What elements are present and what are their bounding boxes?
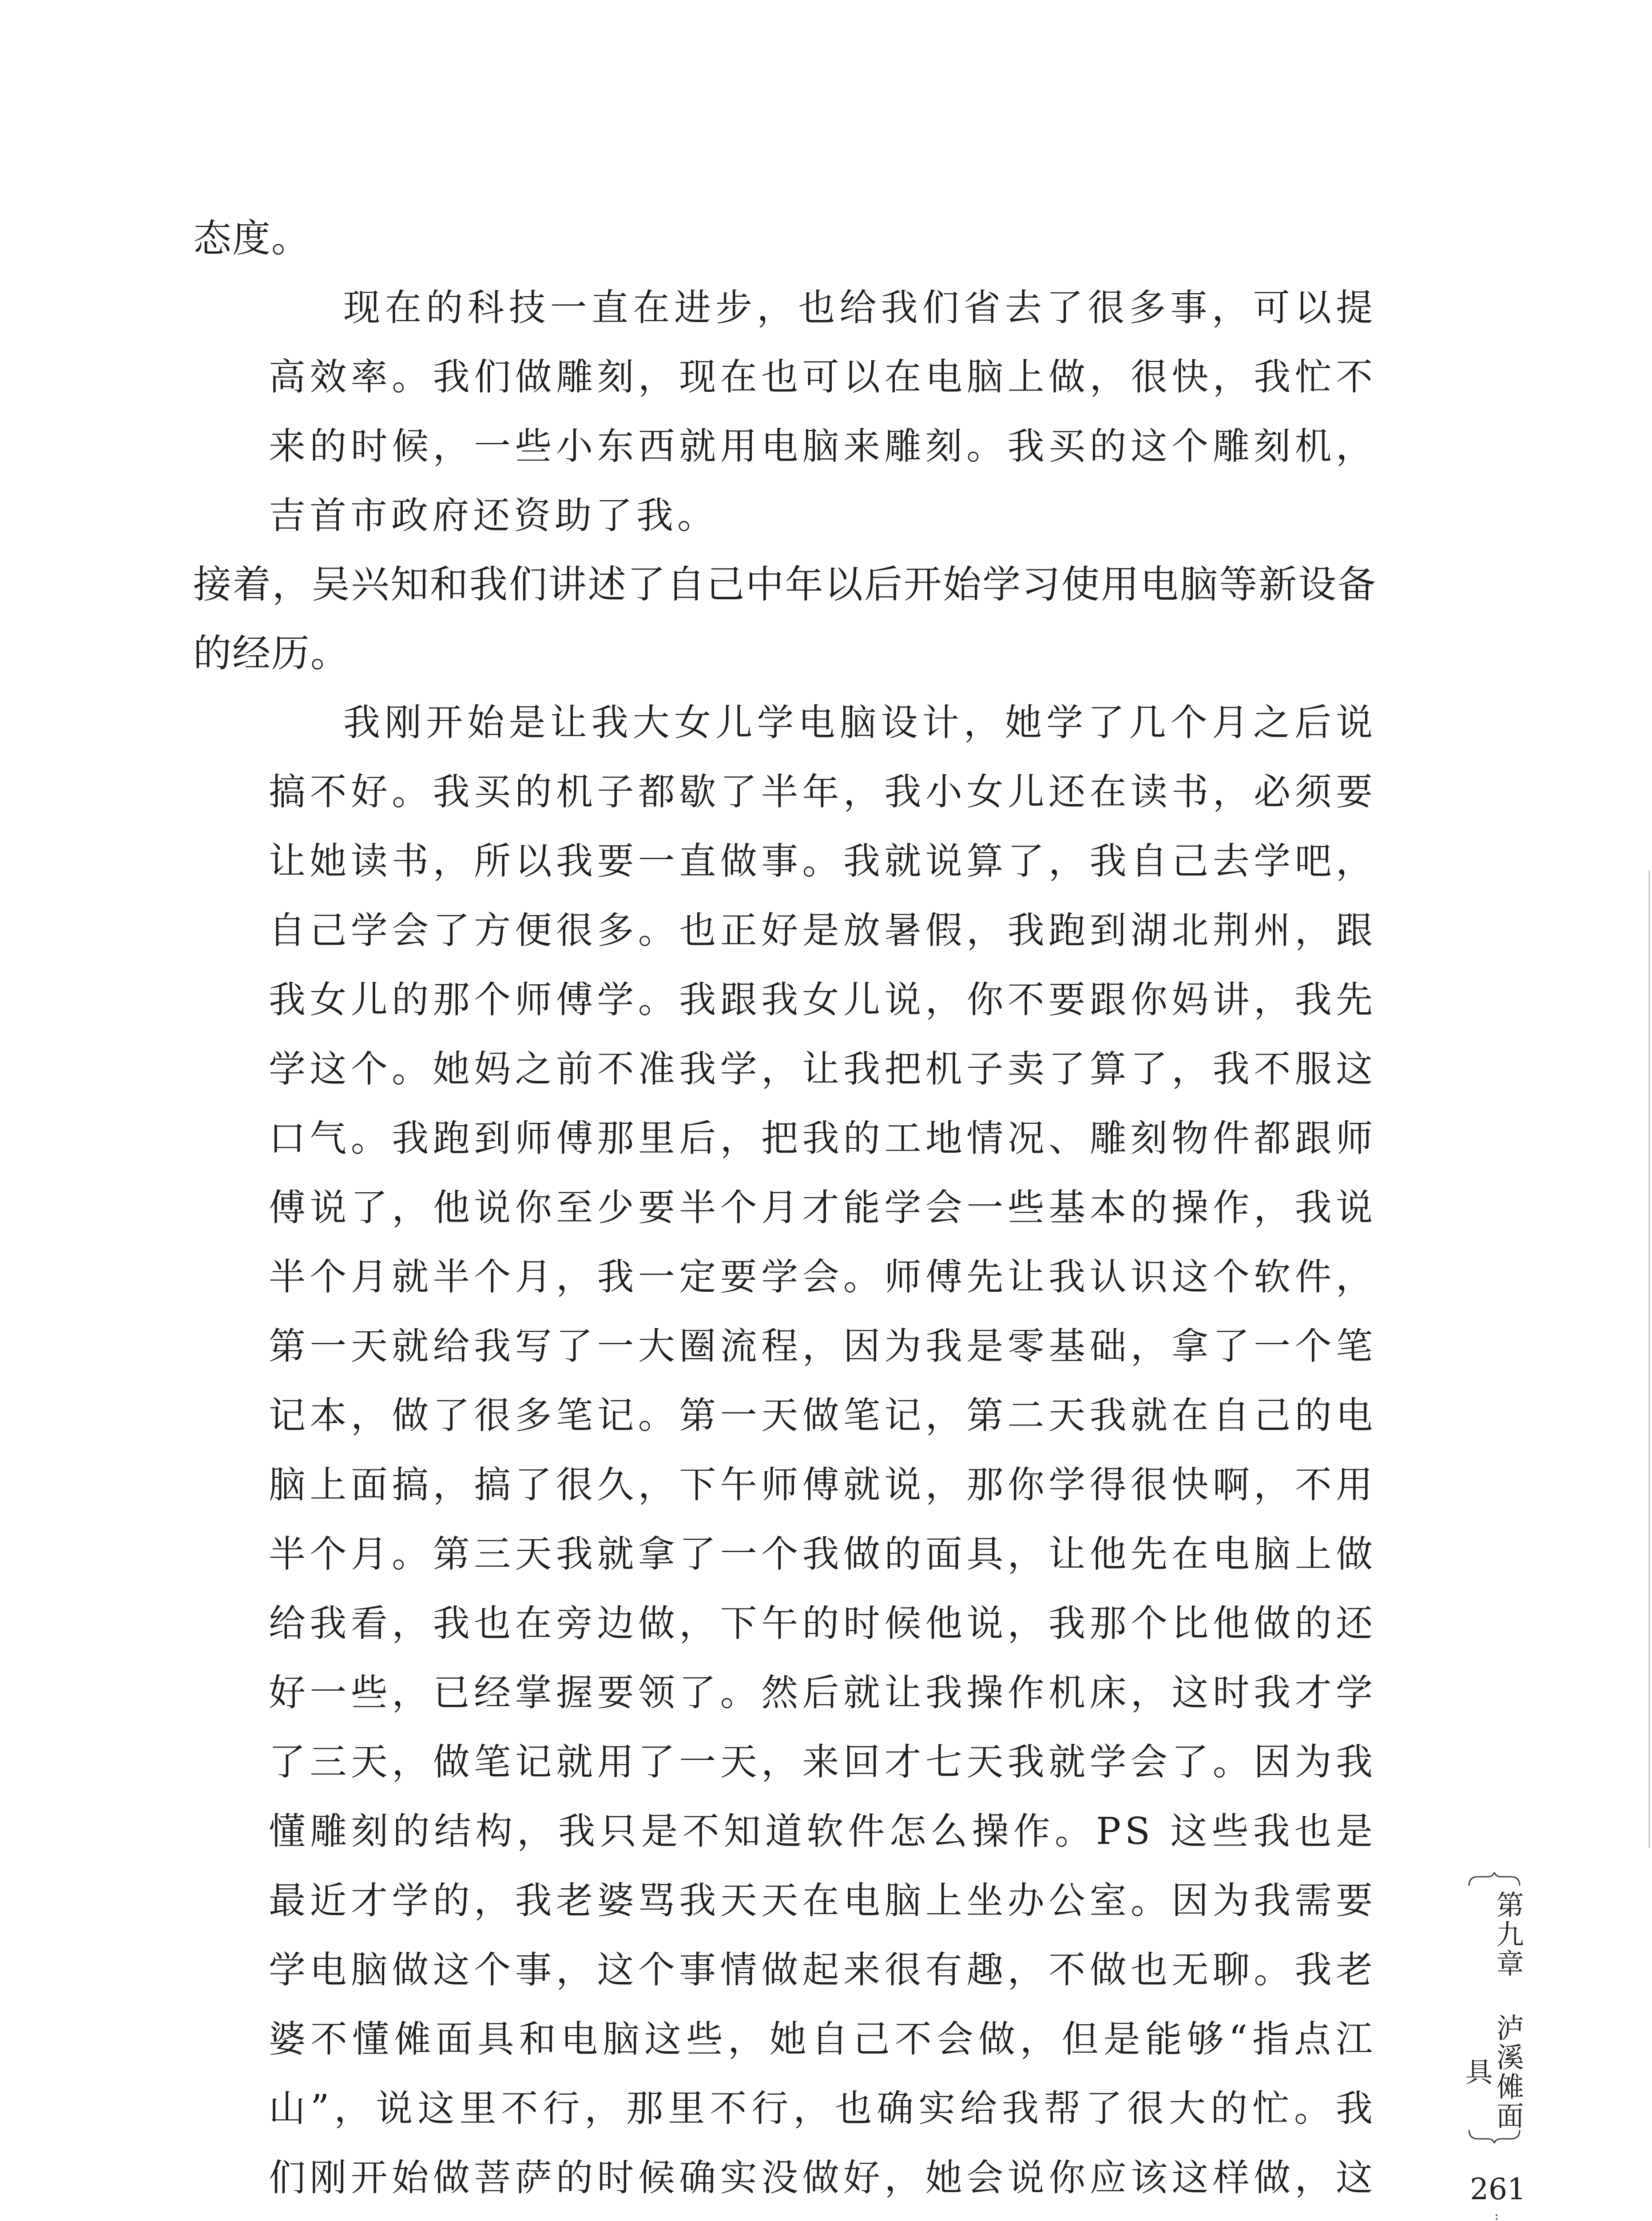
chapter-title: 泸溪傩面具	[1461, 2014, 1524, 2131]
paragraph-quote-1: 现在的科技一直在进步，也给我们省去了很多事，可以提高效率。我们做雕刻，现在也可以在电脑上做，很快，我忙不来的时候，一些小东西就用电脑来雕刻。我买的这个雕刻机，吉首市政府还资助了我。	[269, 286, 1377, 537]
page-body	[193, 204, 1377, 2221]
paragraph-narration-2: 接着，吴兴知和我们讲述了自己中年以后开始学习使用电脑等新设备的经历。	[193, 562, 1377, 676]
page-edge-shadow	[1648, 871, 1650, 1848]
page-number: 261	[1470, 2172, 1526, 2206]
margin-dotted-rule	[1496, 2214, 1497, 2221]
paragraph-quote-2: 我刚开始是让我大女儿学电脑设计，她学了几个月之后说搞不好。我买的机子都歇了半年，我小女儿还在读书，必须要让她读书，所以我要一直做事。我就说算了，我自己去学吧，自己学会了方便很多。也正好是放暑假，我跑到湖北荆州，跟我女儿的那个师傅学。我跟我女儿说，你不要跟你妈讲，我先学这个。她妈之前不准我学，让我把机子卖了算了，我不服这口气。我跑到师傅那里后，把我的工地情况、雕刻物件都跟师傅说了，他说你至少要半个月才能学会一些基本的操作，我说半个月就半个月，我一定要学会。师傅先让我认识这个软件，第一天就给我写了一大圈流程，因为我是零基础，拿了一个笔记本，做了很多笔记。第一天做笔记，第二天我就在自己的电脑上面搞，搞了很久，下午师傅就说，那你学得很快啊，不用半个月。第三天我就拿了一个我做的面具，让他先在电脑上做给我看，我也在旁边做，下午的时候他说，我那个比他做的还好一些，已经掌握要领了。然后就让我操作机床，这时我才学了三天，做笔记就用了一天，来回才七天我就学会了。因为我懂雕刻的结构，我只是不知道软件怎么操作。PS 这些我也是最近才学的，我老婆骂我天天在电脑上坐办公室。因为我需要学电脑做这个事，这个事情做起来很有趣，不做也无聊。我老婆不懂傩面具和电脑这些，她自己不会做，但是能够“指点江山”，说这里不行，那里不行，也确实给我帮了很大的忙。我们刚开始做菩萨的时候确实没做好，她会说你应该这样做，这	[269, 701, 1377, 2199]
chapter-number: 第九章	[1492, 1891, 1524, 1978]
chapter-tab	[1461, 1872, 1524, 2143]
paragraph-narration-1: 态度。	[193, 216, 310, 261]
